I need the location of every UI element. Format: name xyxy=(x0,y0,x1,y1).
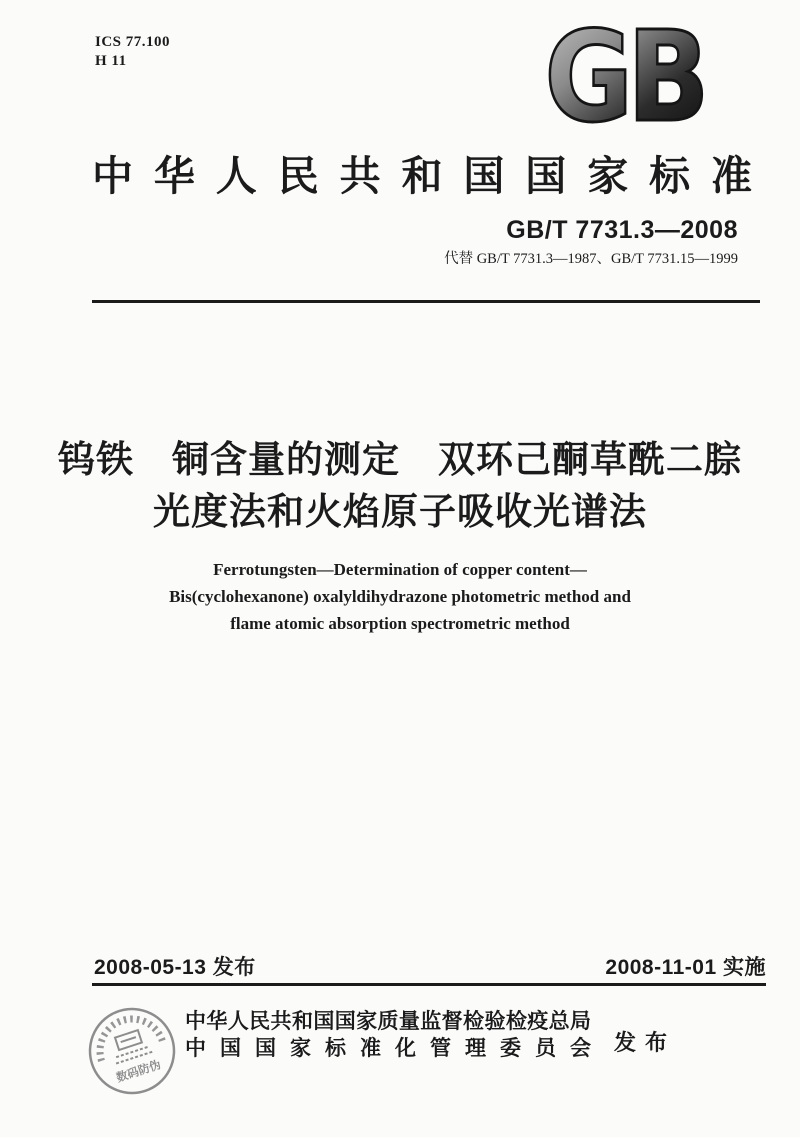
gb-logo-text: GB xyxy=(544,26,704,124)
chinese-title xyxy=(0,434,800,538)
ics-block xyxy=(95,33,170,71)
footer-divider-rule xyxy=(92,983,766,986)
publish-label: 发布 xyxy=(614,1030,677,1055)
anti-counterfeit-seal-icon xyxy=(87,1006,177,1096)
issuer-line-2: 中国国家标准化管理委员会 xyxy=(185,1037,591,1060)
chinese-title-line1: 钨铁 铜含量的测定 双环己酮草酰二腙 xyxy=(58,439,742,480)
gb-logo-icon xyxy=(540,26,708,124)
ics-code: ICS 77.100 xyxy=(95,34,171,50)
header-divider-rule xyxy=(92,300,760,303)
implementation-date: 2008-11-01 实施 xyxy=(605,956,766,979)
issuer-block xyxy=(185,1008,591,1062)
doc-class-code: H 11 xyxy=(95,53,127,69)
issuer-line-1: 中华人民共和国国家质量监督检验检疫总局 xyxy=(185,1010,591,1033)
chinese-title-line2: 光度法和火焰原子吸收光谱法 xyxy=(153,491,647,532)
english-title-line3: flame atomic absorption spectrometric method xyxy=(230,614,570,633)
seal-bottom-text: 数码防伪 xyxy=(115,1059,163,1085)
standard-number: GB/T 7731.3—2008 xyxy=(506,216,738,244)
standard-number-block xyxy=(444,216,738,268)
english-title xyxy=(0,556,800,637)
issue-date: 2008-05-13 发布 xyxy=(94,956,256,979)
national-standard-heading: 中华人民共和国国家标准 xyxy=(92,153,752,199)
english-title-line1: Ferrotungsten—Determination of copper content— xyxy=(213,560,587,579)
seal-emblem xyxy=(108,1028,152,1064)
english-title-line2: Bis(cyclohexanone) oxalyldihydrazone photometric method and xyxy=(169,587,631,606)
replaces-note: 代替 GB/T 7731.3—1987、GB/T 7731.15—1999 xyxy=(444,251,738,267)
dates-row xyxy=(94,951,766,981)
